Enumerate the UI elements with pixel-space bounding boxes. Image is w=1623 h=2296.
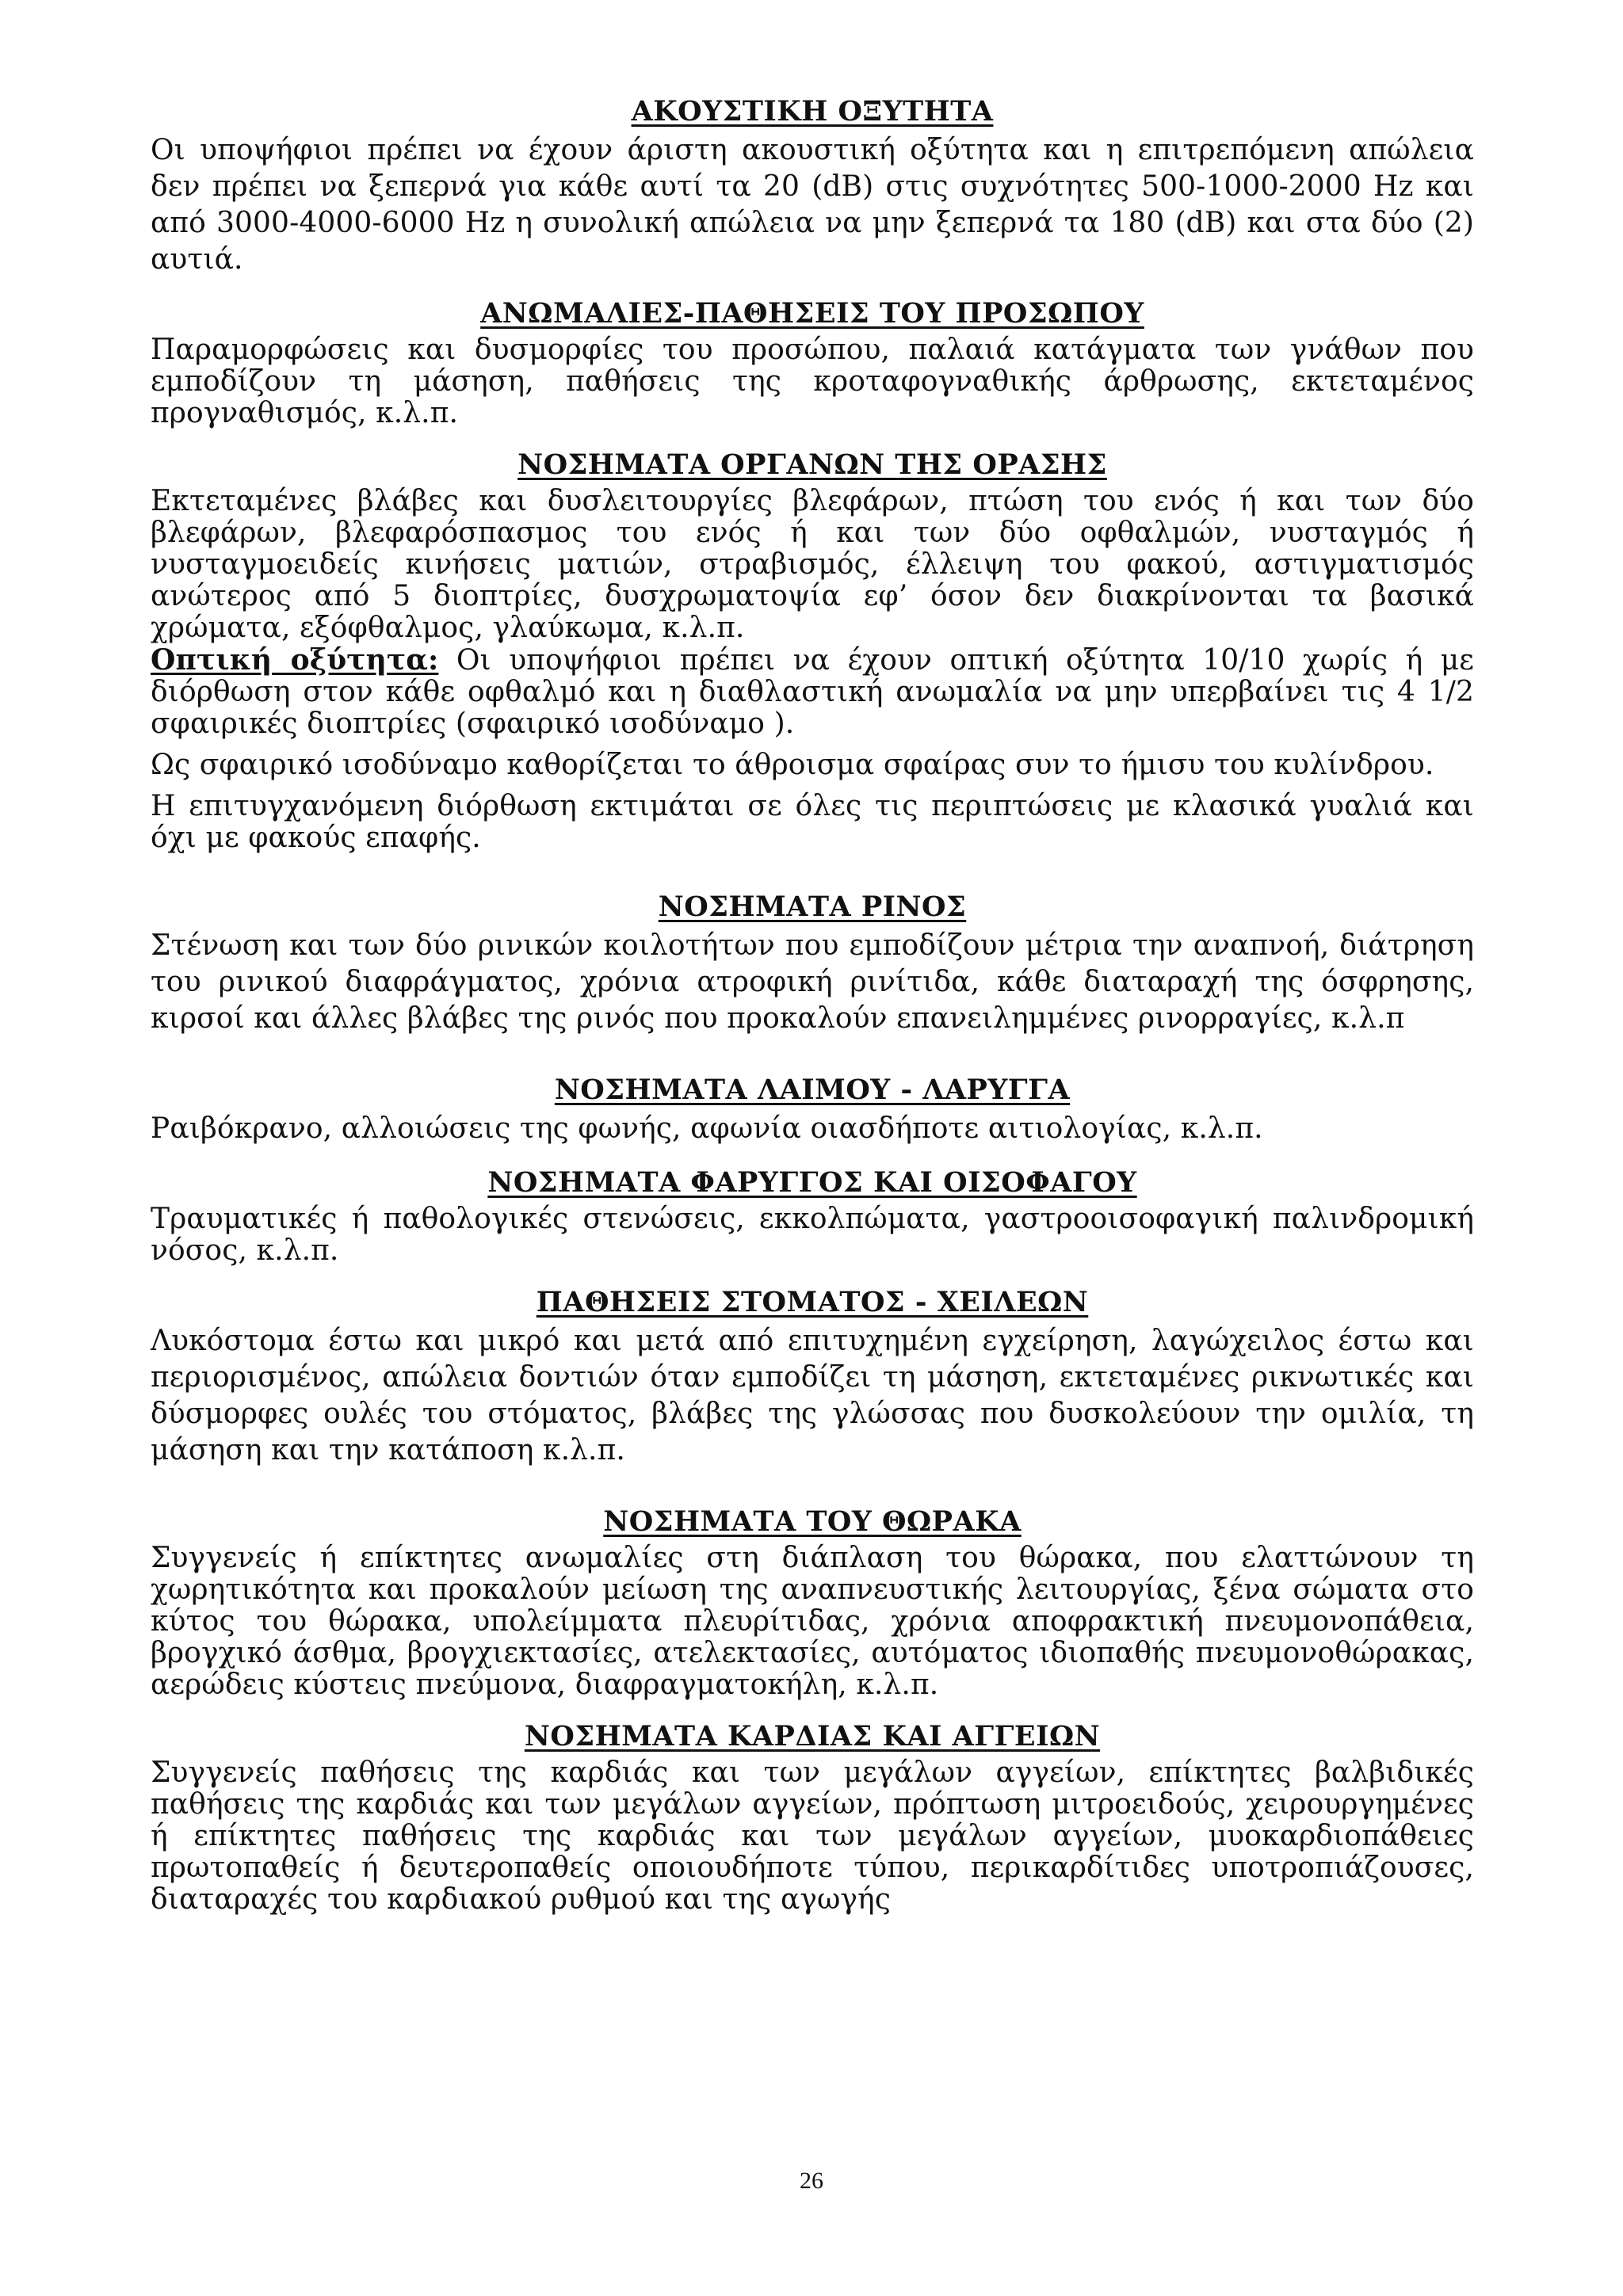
section-text: Εκτεταμένες βλάβες και δυσλειτουργίες βλεφάρων, πτώση του ενός ή και των δύο βλεφάρων, βλεφαρόσπασμος του ενός ή και των δύο οφθαλμών, νυσταγμός ή νυσταγμοειδείς κινήσεις ματιών, στραβισμός, έλλειψη του φακού, αστιγματισμός ανώτερος από 5 διοπτρίες, δυσχρωματοψία εφ’ όσον δεν διακρίνονται τα βασικά χρώματα, εξόφθαλμος, γλαύκωμα, κ.λ.π. (151, 485, 1474, 644)
section-throat (151, 1072, 1474, 1147)
section-text: Ραιβόκρανο, αλλοιώσεις της φωνής, αφωνία οιασδήποτε αιτιολογίας, κ.λ.π. (151, 1112, 1263, 1145)
section-title: ΑΝΩΜΑΛΙΕΣ-ΠΑΘΗΣΕΙΣ ΤΟΥ ΠΡΟΣΩΠΟΥ (480, 297, 1144, 330)
section-face (151, 296, 1474, 429)
section-heart (151, 1718, 1474, 1916)
spherical-equivalent-text: Ως σφαιρικό ισοδύναμο καθορίζεται το άθροισμα σφαίρας συν το ήμισυ του κυλίνδρου. (151, 749, 1434, 781)
section-text: Οι υποψήφιοι πρέπει να έχουν άριστη ακουστική οξύτητα και η επιτρεπόμενη απώλεια δεν πρέπει να ξεπερνά για κάθε αυτί τα 20 (dB) στις συχνότητες 500-1000-2000 Hz και από 3000-4000-6000 Hz η συνολική απώλεια να μην ξεπερνά τα 180 (dB) και στα δύο (2) αυτιά. (151, 134, 1474, 276)
visual-acuity-label: Οπτική οξύτητα: (151, 643, 439, 677)
visual-acuity-text: Οι υποψήφιοι πρέπει να έχουν οπτική οξύτητα 10/10 χωρίς ή με διόρθωση στον κάθε οφθαλμό και η διαθλαστική ανωμαλία να μην υπερβαίνει τις 4 1/2 σφαιρικές διοπτρίες (σφαιρικό ισοδύναμο ). (151, 644, 1474, 740)
section-title: ΝΟΣΗΜΑΤΑ ΦΑΡΥΓΓΟΣ ΚΑΙ ΟΙΣΟΦΑΓΟΥ (487, 1166, 1137, 1199)
section-text: Τραυματικές ή παθολογικές στενώσεις, εκκολπώματα, γαστροοισοφαγική παλινδρομική νόσος, κ.λ.π. (151, 1203, 1474, 1267)
section-text: Συγγενείς ή επίκτητες ανωμαλίες στη διάπλαση του θώρακα, που ελαττώνουν τη χωρητικότητα και προκαλούν μείωση της αναπνευστικής λειτουργίας, ξένα σώματα στο κύτος του θώρακα, υπολείμματα πλευρίτιδας, χρόνια αποφρακτική πνευμονοπάθεια, βρογχικό άσθμα, βρογχιεκτασίες, ατελεκτασίες, αυτόματος ιδιοπαθής πνευμονοθώρακας, αερώδεις κύστεις πνεύμονα, διαφραγματοκήλη, κ.λ.π. (151, 1542, 1474, 1701)
page-content (151, 93, 1474, 1916)
section-text: Συγγενείς παθήσεις της καρδιάς και των μεγάλων αγγείων, επίκτητες βαλβιδικές παθήσεις της καρδιάς και των μεγάλων αγγείων, πρόπτωση μιτροειδούς, χειρουργημένες ή επίκτητες παθήσεις της καρδιάς και των μεγάλων αγγείων, μυοκαρδιοπάθειες πρωτοπαθείς ή δευτεροπαθείς οποιουδήποτε τύπου, περικαρδίτιδες υποτροπιάζουσες, διαταραχές του καρδιακού ρυθμού και της αγωγής (151, 1756, 1474, 1916)
section-text: Στένωση και των δύο ρινικών κοιλοτήτων που εμποδίζουν μέτρια την αναπνοή, διάτρηση του ρινικού διαφράγματος, χρόνια ατροφική ρινίτιδα, κάθε διαταραχή της όσφρησης, κιρσοί και άλλες βλάβες της ρινός που προκαλούν επανειλημμένες ρινορραγίες, κ.λ.π (151, 929, 1474, 1035)
correction-text: Η επιτυγχανόμενη διόρθωση εκτιμάται σε όλες τις περιπτώσεις με κλασικά γυαλιά και όχι με φακούς επαφής. (151, 790, 1474, 854)
visual-acuity-paragraph (151, 644, 1474, 740)
section-hearing (151, 93, 1474, 278)
section-title: ΝΟΣΗΜΑΤΑ ΛΑΙΜΟΥ - ΛΑΡΥΓΓΑ (554, 1074, 1071, 1106)
section-text: Λυκόστομα έστω και μικρό και μετά από επιτυχημένη εγχείρηση, λαγώχειλος έστω και περιορισμένος, απώλεια δοντιών όταν εμποδίζει τη μάσηση, εκτεταμένες ρικνωτικές και δύσμορφες ουλές του στόματος, βλάβες της γλώσσας που δυσκολεύουν την ομιλία, τη μάσηση και την κατάποση κ.λ.π. (151, 1325, 1474, 1466)
section-title: ΑΚΟΥΣΤΙΚΗ ΟΞΥΤΗΤΑ (631, 95, 994, 128)
section-title: ΝΟΣΗΜΑΤΑ ΤΟΥ ΘΩΡΑΚΑ (603, 1505, 1022, 1538)
section-mouth (151, 1284, 1474, 1469)
section-text: Παραμορφώσεις και δυσμορφίες του προσώπου, παλαιά κατάγματα των γνάθων που εμποδίζουν τη μάσηση, παθήσεις της κροταφογναθικής άρθρωσης, εκτεταμένος προγναθισμός, κ.λ.π. (151, 334, 1474, 429)
section-title: ΠΑΘΗΣΕΙΣ ΣΤΟΜΑΤΟΣ - ΧΕΙΛΕΩΝ (536, 1286, 1089, 1318)
page-number: 26 (800, 2168, 823, 2194)
section-vision (151, 447, 1474, 854)
section-title: ΝΟΣΗΜΑΤΑ ΚΑΡΔΙΑΣ ΚΑΙ ΑΓΓΕΙΩΝ (524, 1720, 1101, 1753)
section-thorax (151, 1504, 1474, 1701)
section-title: ΝΟΣΗΜΑΤΑ ΡΙΝΟΣ (658, 891, 967, 923)
section-pharynx (151, 1165, 1474, 1267)
section-title: ΝΟΣΗΜΑΤΑ ΟΡΓΑΝΩΝ ΤΗΣ ΟΡΑΣΗΣ (517, 448, 1107, 481)
section-nose (151, 889, 1474, 1037)
